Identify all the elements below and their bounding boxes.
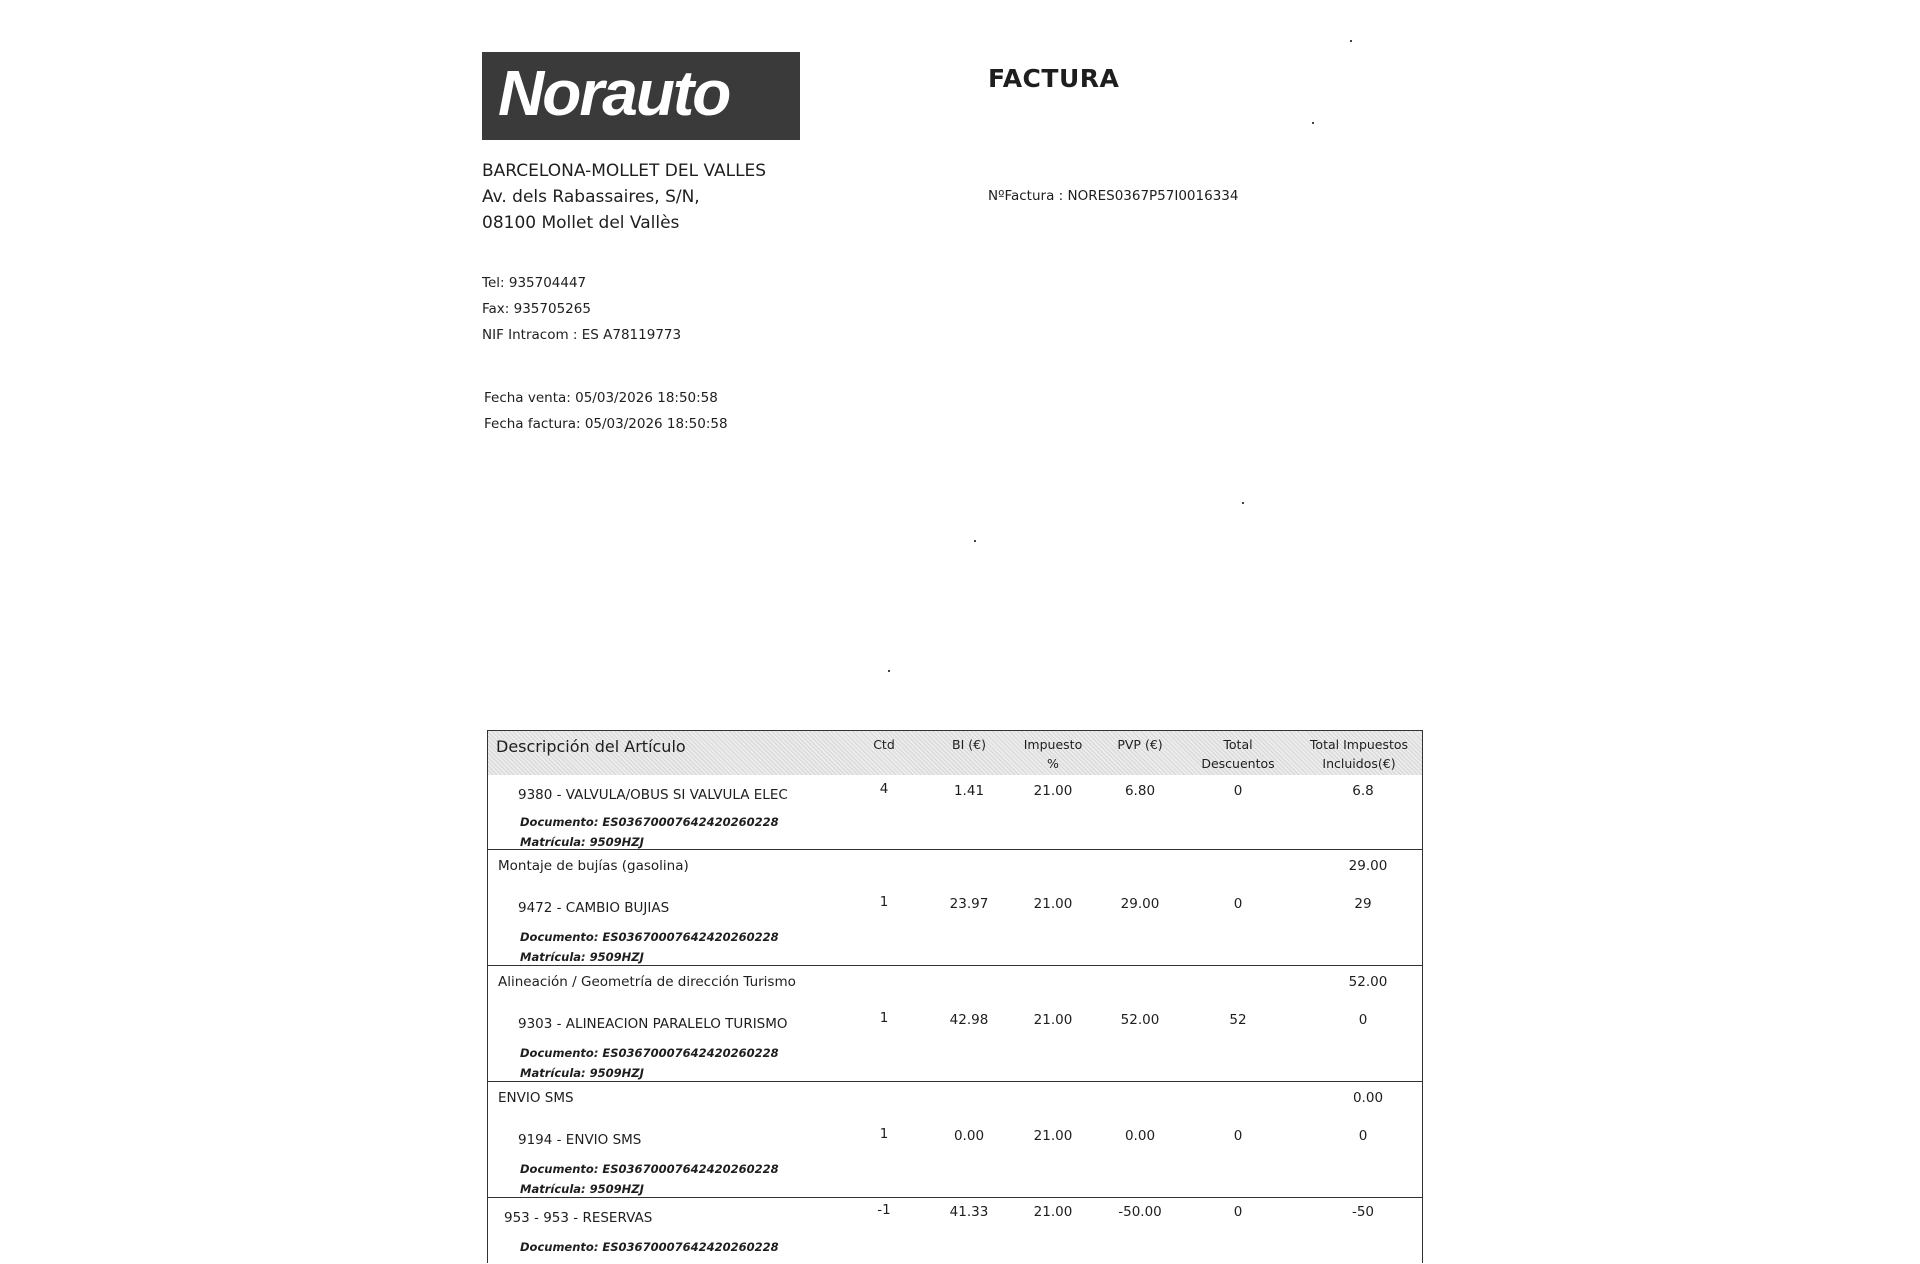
- store-tel: Tel: 935704447: [482, 275, 587, 291]
- group-title: Montaje de bujías (gasolina): [498, 858, 689, 874]
- logo-text: Norauto: [498, 57, 730, 129]
- item-description: 9303 - ALINEACION PARALELO TURISMO: [518, 1016, 788, 1032]
- item-bi: 1.41: [953, 783, 985, 799]
- item-ctd: 1: [879, 894, 889, 910]
- item-documento: Documento: ES03670007642420260228: [520, 1162, 779, 1176]
- item-pvp: 29.00: [1120, 896, 1160, 912]
- item-description: 9380 - VALVULA/OBUS SI VALVULA ELEC: [518, 787, 788, 803]
- item-pvp: 52.00: [1120, 1012, 1160, 1028]
- item-matricula: Matrícula: 9509HZJ: [520, 835, 644, 849]
- header-descuentos-line2: Descuentos: [1201, 756, 1275, 771]
- store-fax: Fax: 935705265: [482, 301, 591, 317]
- item-bi: 42.98: [949, 1012, 989, 1028]
- item-total: 0: [1358, 1012, 1368, 1028]
- item-matricula: Matrícula: 9509HZJ: [520, 950, 644, 964]
- item-ctd: 4: [879, 781, 889, 797]
- fecha-factura: Fecha factura: 05/03/2026 18:50:58: [484, 416, 728, 432]
- invoice-dates: [484, 385, 728, 437]
- item-impuesto: 21.00: [1033, 1128, 1073, 1144]
- item-documento: Documento: ES03670007642420260228: [520, 1046, 779, 1060]
- store-contact: [482, 270, 681, 348]
- scan-speck: [1242, 502, 1244, 504]
- header-impuesto-line2: %: [1047, 756, 1059, 771]
- item-pvp: -50.00: [1118, 1204, 1162, 1220]
- item-pvp: 6.80: [1124, 783, 1156, 799]
- invoice-number: NºFactura : NORES0367P57I0016334: [988, 188, 1239, 204]
- header-descuentos-line1: Total: [1223, 737, 1253, 752]
- store-address-line1: Av. dels Rabassaires, S/N,: [482, 187, 700, 207]
- item-total: 0: [1358, 1128, 1368, 1144]
- table-row: [488, 1197, 1422, 1264]
- table-header: [488, 731, 1422, 775]
- group-title: ENVIO SMS: [498, 1090, 574, 1106]
- table-row: [488, 849, 1422, 966]
- header-description: Descripción del Artículo: [496, 737, 686, 756]
- invoice-table: [487, 730, 1423, 1263]
- header-impuesto: [1008, 735, 1098, 773]
- group-total: 52.00: [1348, 974, 1388, 990]
- store-address-line2: 08100 Mollet del Vallès: [482, 213, 680, 233]
- table-row: [488, 965, 1422, 1082]
- item-documento: Documento: ES03670007642420260228: [520, 1240, 779, 1254]
- item-descuento: 0: [1233, 1128, 1243, 1144]
- store-name: BARCELONA-MOLLET DEL VALLES: [482, 161, 767, 181]
- table-row: [488, 1081, 1422, 1198]
- norauto-logo: [482, 52, 800, 140]
- item-descuento: 0: [1233, 896, 1243, 912]
- item-pvp: 0.00: [1124, 1128, 1156, 1144]
- item-descuento: 0: [1233, 1204, 1243, 1220]
- document-title: FACTURA: [988, 64, 1120, 93]
- header-total: [1296, 735, 1422, 773]
- item-bi: 0.00: [953, 1128, 985, 1144]
- scan-speck: [974, 540, 976, 542]
- scan-speck: [1350, 40, 1352, 42]
- item-total: 29: [1354, 896, 1372, 912]
- item-impuesto: 21.00: [1033, 1012, 1073, 1028]
- scan-speck: [888, 670, 890, 672]
- item-total: 6.8: [1352, 783, 1374, 799]
- item-ctd: 1: [879, 1010, 889, 1026]
- item-impuesto: 21.00: [1033, 783, 1073, 799]
- item-ctd: -1: [877, 1202, 891, 1218]
- header-impuesto-line1: Impuesto: [1023, 737, 1083, 752]
- item-impuesto: 21.00: [1033, 896, 1073, 912]
- header-descuentos: [1193, 735, 1283, 773]
- header-bi: BI (€): [952, 737, 986, 752]
- item-descuento: 52: [1229, 1012, 1247, 1028]
- item-total: -50: [1351, 1204, 1375, 1220]
- item-matricula: Matrícula: 9509HZJ: [520, 1182, 644, 1196]
- item-bi: 41.33: [949, 1204, 989, 1220]
- store-nif: NIF Intracom : ES A78119773: [482, 327, 682, 343]
- header-ctd: Ctd: [873, 737, 895, 752]
- group-title: Alineación / Geometría de dirección Turismo: [498, 974, 796, 990]
- item-bi: 23.97: [949, 896, 989, 912]
- item-impuesto: 21.00: [1033, 1204, 1073, 1220]
- item-matricula: Matrícula: 9509HZJ: [520, 1066, 644, 1080]
- item-description: 9472 - CAMBIO BUJIAS: [518, 900, 670, 916]
- store-address: [482, 158, 766, 236]
- item-description: 9194 - ENVIO SMS: [518, 1132, 642, 1148]
- item-description: 953 - 953 - RESERVAS: [504, 1210, 653, 1226]
- table-row: [488, 775, 1422, 849]
- item-ctd: 1: [879, 1126, 889, 1142]
- item-documento: Documento: ES03670007642420260228: [520, 815, 779, 829]
- item-documento: Documento: ES03670007642420260228: [520, 930, 779, 944]
- group-total: 29.00: [1348, 858, 1388, 874]
- header-total-line2: Incluidos(€): [1322, 756, 1396, 771]
- header-total-line1: Total Impuestos: [1309, 737, 1409, 752]
- group-total: 0.00: [1352, 1090, 1384, 1106]
- fecha-venta: Fecha venta: 05/03/2026 18:50:58: [484, 390, 718, 406]
- header-pvp: PVP (€): [1117, 737, 1163, 752]
- scan-speck: [1312, 122, 1314, 124]
- item-descuento: 0: [1233, 783, 1243, 799]
